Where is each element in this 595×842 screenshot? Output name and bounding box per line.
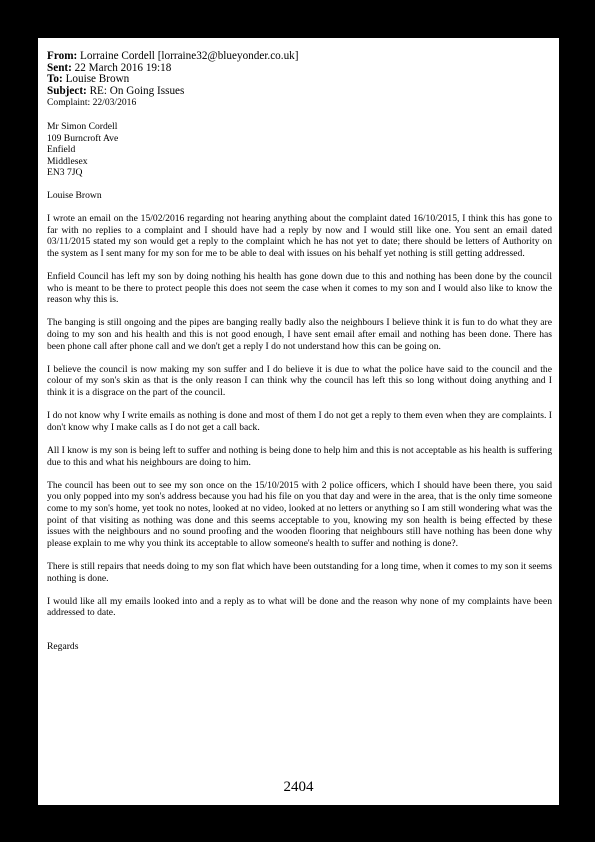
document-page [38,38,559,805]
email-header [47,51,552,97]
address-line: Mr Simon Cordell [47,120,118,132]
subject-value: RE: On Going Issues [89,84,185,97]
sent-value: 22 March 2016 19:18 [74,61,172,74]
address-line: Middlesex [47,155,88,167]
closing: Regards [47,640,79,652]
page-number: 2404 [283,779,314,795]
email-body [47,51,552,653]
paragraph: All I know is my son is being left to suffer and nothing is being done to help him and this is not acceptable as his health is suffering due to this and what his neighbours are doing to him. [47,445,552,468]
subject-line [47,86,552,98]
paragraph: There is still repairs that needs doing to my son flat which have been outstanding for a long time, when it comes to my son it seems nothing is done. [47,560,552,584]
paragraph: I believe the council is now making my son suffer and I do believe it is due to what the police have said to the council and the colour of my son's skin as that is the only reason I can think why the council has left this so long without doing anything and I think it is a disgrace on the part of the council. [47,363,552,399]
sent-label: Sent: [47,61,72,74]
paragraph: I wrote an email on the 15/02/2016 regarding not hearing anything about the complaint dated 16/10/2015, I think this has gone to far with no replies to a complaint and I should have had a reply by now and I would still like one. You sent an email dated 03/11/2015 stated my son would get a reply to the complaint which he has not yet to date; there should be letters of Authority on the system as I sent many for my son for me to be able to deal with issues on his behalf yet nothing is still getting addressed. [47,213,552,259]
greeting: Louise Brown [47,189,102,201]
from-label: From: [47,50,78,62]
paragraph: The council has been out to see my son once on the 15/10/2015 with 2 police officers, which I should have been there, you said you only popped into my son's address because you had his file on you that day and were in the area, that is the only time someone come to my son's home, yet took no notes, looked at no video, looked at no letters or anything so I am still wondering what was the point of that visiting as nothing was done and this seems acceptable to you, knowing my son health is being effected by these issues with the neighbours and no sound proofing and the wooden flooring that neighbours still have nothing has been done why please explain to me why you think its acceptable to allow someone's health to suffer and nothing is done?. [47,479,552,549]
subject-label: Subject: [47,84,87,97]
paragraph: Enfield Council has left my son by doing nothing his health has gone down due to this and nothing has been done by the council who is meant to be there to protect people this does not seem the case when it comes to my son and I would also like to know the reason why this is. [47,271,552,306]
from-value: Lorraine Cordell [lorraine32@blueyonder.co.uk] [80,50,299,62]
address-line: Enfield [47,144,76,156]
paragraph: The banging is still ongoing and the pipes are banging really badly also the neighbours I believe think it is fun to do what they are doing to my son and his health and this is not good enough, I have sent email after email and nothing has been done. There has been phone call after phone call and we don't get a reply I do not understand how this can be going on. [47,317,552,352]
paragraph: I do not know why I write emails as nothing is done and most of them I do not get a reply to them even when they are complaints. I don't know why I make calls as I do not get a call back. [47,410,552,433]
address-line: 109 Burncroft Ave [47,132,119,144]
address-block [47,121,552,179]
complaint-date: Complaint: 22/03/2016 [47,97,137,109]
to-label: To: [47,73,63,86]
paragraph: I would like all my emails looked into and a reply as to what will be done and the reason why none of my complaints have been addressed to date. [47,595,552,619]
to-value: Louise Brown [65,73,130,86]
address-line: EN3 7JQ [47,167,83,179]
